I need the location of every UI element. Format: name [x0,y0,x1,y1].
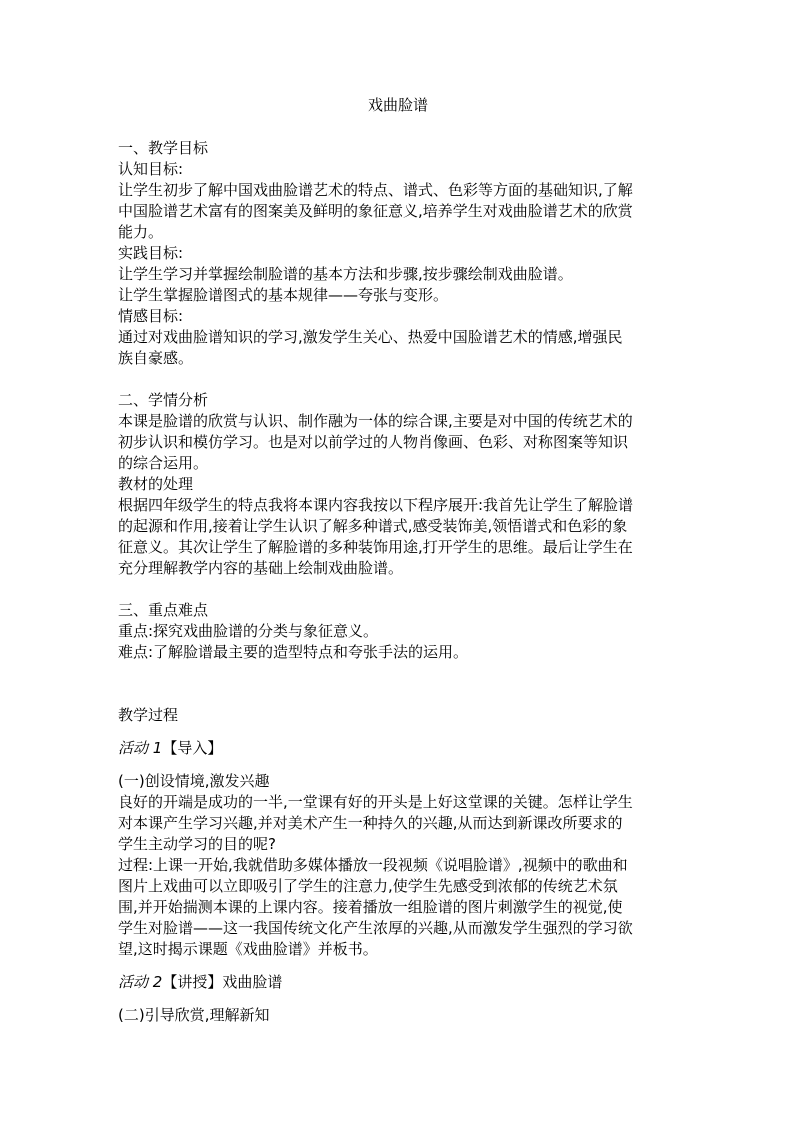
section-heading-analysis: 二、学情分析 [118,391,209,409]
activity-2-tag: 【讲授】戏曲脸谱 [162,973,283,991]
spacer [118,759,678,771]
paragraph-line: 通过对戏曲脸谱知识的学习,激发学生关心、热爱中国脸谱艺术的情感,增强民 [118,328,623,346]
subheading-cognitive: 认知目标: [118,160,184,178]
paragraph-line: 充分理解教学内容的基础上绘制戏曲脸谱。 [118,559,404,577]
paragraph-line: 对本课产生学习兴趣,并对美术产生一种持久的兴趣,从而达到新课改所要求的 [118,814,623,832]
key-point: 重点:探究戏曲脸谱的分类与象征意义。 [118,622,379,640]
document-title: 戏曲脸谱 [367,96,428,114]
paragraph-line: 望,这时揭示课题《戏曲脸谱》并板书。 [118,940,378,958]
spacer [118,993,678,1005]
spacer [118,663,678,684]
section-heading-key-points: 三、重点难点 [118,601,209,619]
paragraph-line: 中国脸谱艺术富有的图案美及鲜明的象征意义,培养学生对戏曲脸谱艺术的欣赏 [118,202,633,220]
paragraph-line: 让学生掌握脸谱图式的基本规律——夸张与变形。 [118,286,449,304]
spacer [118,726,678,738]
spacer [118,684,678,705]
spacer [118,369,678,390]
paragraph-line: 的起源和作用,接着让学生认识了解多种谱式,感受装饰美,领悟谱式和色彩的象 [118,517,628,535]
document-page [118,95,678,1026]
activity-2-label: 活动 2 [118,973,163,991]
spacer [118,960,678,972]
step-2-heading: (二)引导欣赏,理解新知 [118,1006,270,1024]
paragraph-line: 的综合运用。 [118,454,209,472]
paragraph-line: 初步认识和模仿学习。也是对以前学过的人物肖像画、色彩、对称图案等知识 [118,433,629,451]
paragraph-line: 让学生初步了解中国戏曲脸谱艺术的特点、谱式、色彩等方面的基础知识,了解 [118,181,633,199]
paragraph-line: 本课是脸谱的欣赏与认识、制作融为一体的综合课,主要是对中国的传统艺术的 [118,412,633,430]
paragraph-line: 根据四年级学生的特点我将本课内容我按以下程序展开:我首先让学生了解脸谱 [118,496,634,514]
activity-2-heading [118,972,678,993]
section-heading-process: 教学过程 [118,706,179,724]
subheading-emotion: 情感目标: [118,307,184,325]
subheading-practice: 实践目标: [118,244,184,262]
spacer [118,579,678,600]
paragraph-line: 学生主动学习的目的呢? [118,835,276,853]
paragraph-line: 能力。 [118,223,164,241]
paragraph-line: 围,并开始揣测本课的上课内容。接着播放一组脸谱的图片刺激学生的视觉,使 [118,898,623,916]
paragraph-line: 让学生学习并掌握绘制脸谱的基本方法和步骤,按步骤绘制戏曲脸谱。 [118,265,573,283]
activity-1-label: 活动 1 [118,739,163,757]
activity-1-tag: 【导入】 [162,739,223,757]
difficult-point: 难点:了解脸谱最主要的造型特点和夸张手法的运用。 [118,643,469,661]
paragraph-line: 图片上戏曲可以立即吸引了学生的注意力,使学生先感受到浓郁的传统艺术氛 [118,877,618,895]
paragraph-line: 过程:上课一开始,我就借助多媒体播放一段视频《说唱脸谱》,视频中的歌曲和 [118,856,628,874]
step-1-heading: (一)创设情境,激发兴趣 [118,772,270,790]
activity-1-heading [118,738,678,759]
paragraph-line: 学生对脸谱——这一我国传统文化产生浓厚的兴趣,从而激发学生强烈的学习欲 [118,919,633,937]
paragraph-line: 征意义。其次让学生了解脸谱的多种装饰用途,打开学生的思维。最后让学生在 [118,538,633,556]
section-heading-goals: 一、教学目标 [118,139,209,157]
subheading-material: 教材的处理 [118,475,194,493]
paragraph-line: 良好的开端是成功的一半,一堂课有好的开头是上好这堂课的关键。怎样让学生 [118,793,633,811]
paragraph-line: 族自豪感。 [118,349,194,367]
